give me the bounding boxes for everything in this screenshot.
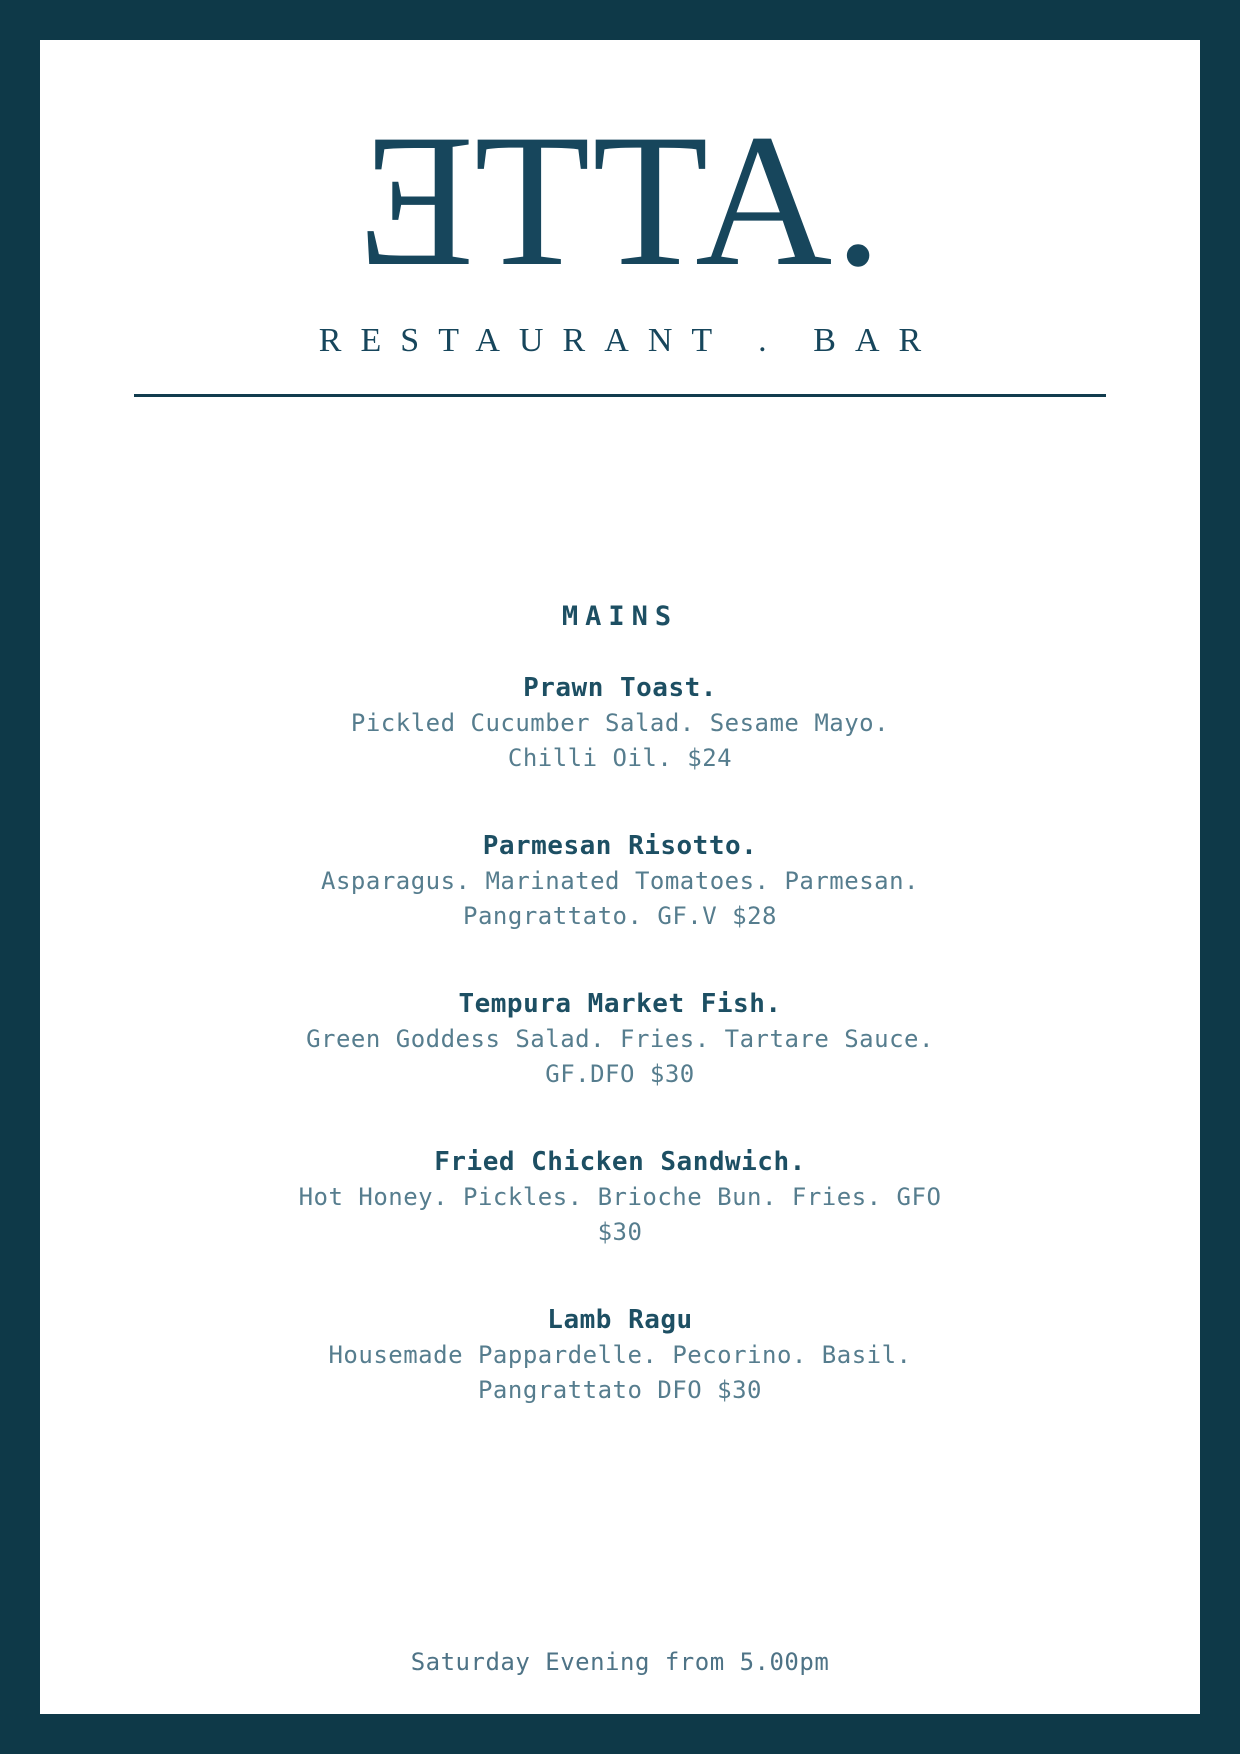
tagline: RESTAURANT . BAR	[318, 322, 941, 359]
section-title-mains: MAINS	[561, 601, 679, 632]
menu-sheet	[40, 40, 1200, 1714]
menu-section	[40, 603, 1200, 1408]
item-name: Tempura Market Fish.	[458, 989, 782, 1019]
item-name: Prawn Toast.	[523, 673, 717, 703]
item-description-line-1: Pickled Cucumber Salad. Sesame Mayo.	[350, 709, 890, 737]
menu-item-parmesan-risotto	[40, 828, 1200, 934]
menu-item-tempura-market-fish	[40, 986, 1200, 1092]
header-divider	[134, 394, 1106, 397]
logo-letters-tta: TTA.	[474, 96, 884, 306]
menu-item-prawn-toast	[40, 670, 1200, 776]
item-description-line-1: Hot Honey. Pickles. Brioche Bun. Fries. GFO	[298, 1183, 942, 1211]
item-name: Lamb Ragu	[547, 1305, 693, 1335]
item-name: Parmesan Risotto.	[482, 831, 758, 861]
item-description-line-2: Pangrattato. GF.V $28	[463, 902, 777, 930]
restaurant-logo	[40, 96, 1200, 306]
item-description-line-2: GF.DFO $30	[545, 1060, 695, 1088]
item-description-line-2: $30	[597, 1218, 643, 1246]
logo-letter-e-mirrored: E	[356, 96, 475, 306]
item-description-line-1: Housemade Pappardelle. Pecorino. Basil.	[328, 1341, 912, 1369]
item-description-line-1: Asparagus. Marinated Tomatoes. Parmesan.	[321, 867, 919, 895]
footer-service-hours: Saturday Evening from 5.00pm	[410, 1648, 830, 1676]
item-description-line-2: Pangrattato DFO $30	[477, 1376, 763, 1404]
item-name: Fried Chicken Sandwich.	[434, 1147, 806, 1177]
item-description-line-2: Chilli Oil. $24	[507, 744, 733, 772]
menu-item-lamb-ragu	[40, 1302, 1200, 1408]
menu-items	[40, 670, 1200, 1408]
menu-item-fried-chicken-sandwich	[40, 1144, 1200, 1250]
item-description-line-1: Green Goddess Salad. Fries. Tartare Sauce.	[306, 1025, 934, 1053]
